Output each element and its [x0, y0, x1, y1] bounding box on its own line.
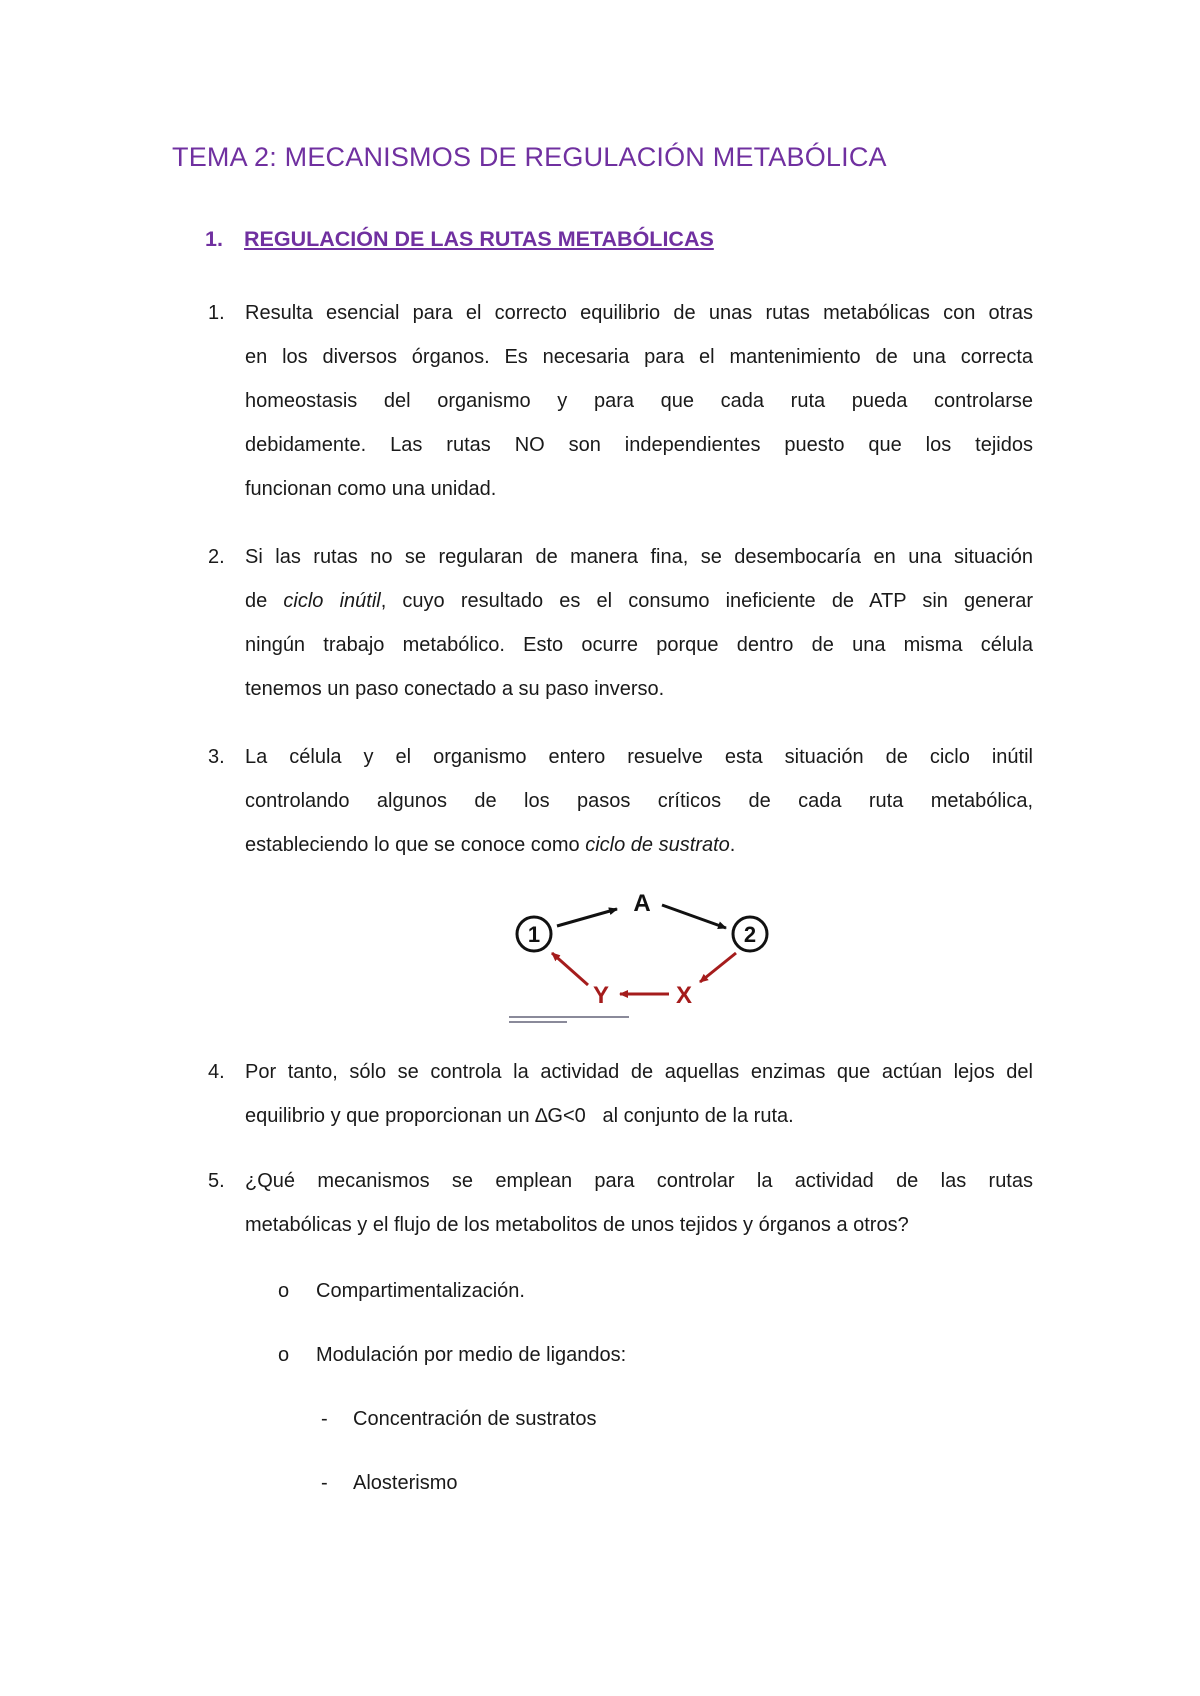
arrow-1-to-a: [557, 909, 617, 926]
arrow-a-to-2: [662, 905, 726, 928]
section-title: REGULACIÓN DE LAS RUTAS METABÓLICAS: [244, 227, 714, 251]
list-item-2: [208, 535, 1033, 711]
item-number: 3.: [208, 746, 225, 768]
arrow-2-to-x: [700, 953, 736, 982]
bullet-marker: o: [278, 1280, 290, 1302]
node-1-label: 1: [527, 922, 541, 947]
arrow-y-to-1: [552, 953, 588, 985]
item-line: metabólicas y el flujo de los metabolitos de unos tejidos y órganos a otros?: [245, 1214, 909, 1236]
text-run: , cuyo resultado es el consumo ineficiente de ATP sin generar: [380, 590, 1033, 612]
list-item-1: [208, 291, 1033, 511]
list-item-3: [208, 735, 1033, 867]
text-run: de: [245, 590, 284, 612]
item-line: ¿Qué mecanismos se emplean para controlar la actividad de las rutas: [245, 1170, 1033, 1192]
section-number: 1.: [205, 227, 223, 251]
item-line: en los diversos órganos. Es necesaria para el mantenimiento de una correcta: [245, 346, 1033, 368]
item-line: [245, 823, 1033, 867]
item-number: 2.: [208, 546, 225, 568]
node-1: [517, 917, 551, 951]
section-heading: [205, 227, 714, 252]
item-line: debidamente. Las rutas NO son independientes puesto que los tejidos: [245, 434, 1033, 456]
metabolite-y-label: Y: [592, 982, 610, 1009]
item-line: Si las rutas no se regularan de manera fina, se desembocaría en una situación: [245, 546, 1033, 568]
substrate-cycle-diagram: [504, 884, 774, 1029]
image-credit-smudge: [509, 1021, 567, 1023]
item-line: Por tanto, sólo se controla la actividad de aquellas enzimas que actúan lejos del: [245, 1061, 1033, 1083]
metabolite-a-label: A: [633, 890, 651, 917]
image-credit-smudge: [509, 1016, 629, 1018]
page-title: TEMA 2: MECANISMOS DE REGULACIÓN METABÓLICA: [172, 142, 887, 172]
metabolite-x-label: X: [675, 982, 693, 1009]
item-number: 5.: [208, 1170, 225, 1192]
list-item-4: [208, 1050, 1033, 1138]
item-line: funcionan como una unidad.: [245, 478, 497, 500]
bullet-text: Modulación por medio de ligandos:: [316, 1344, 627, 1366]
dash-marker: -: [321, 1408, 328, 1430]
item-line: ningún trabajo metabólico. Esto ocurre porque dentro de una misma célula: [245, 634, 1033, 656]
dash-marker: -: [321, 1472, 328, 1494]
node-2-label: 2: [743, 922, 757, 947]
text-run: .: [729, 834, 736, 856]
italic-term: ciclo inútil: [283, 590, 381, 612]
item-line: Resulta esencial para el correcto equilibrio de unas rutas metabólicas con otras: [245, 302, 1033, 324]
bullet-marker: o: [278, 1344, 290, 1366]
item-number: 1.: [208, 302, 225, 324]
item-line: tenemos un paso conectado a su paso inverso.: [245, 678, 665, 700]
dash-text: Alosterismo: [353, 1472, 458, 1494]
item-number: 4.: [208, 1061, 225, 1083]
item-line: equilibrio y que proporcionan un ∆G<0 al conjunto de la ruta.: [245, 1105, 794, 1127]
item-line: homeostasis del organismo y para que cada ruta pueda controlarse: [245, 390, 1033, 412]
item-line: controlando algunos de los pasos críticos de cada ruta metabólica,: [245, 790, 1033, 812]
node-2: [733, 917, 767, 951]
dash-text: Concentración de sustratos: [353, 1408, 597, 1430]
italic-term: ciclo de sustrato: [585, 834, 730, 856]
item-line: [245, 579, 1033, 623]
text-run: estableciendo lo que se conoce como: [245, 834, 586, 856]
item-line: La célula y el organismo entero resuelve esta situación de ciclo inútil: [245, 746, 1033, 768]
bullet-text: Compartimentalización.: [316, 1280, 525, 1302]
list-item-5: [208, 1159, 1033, 1247]
